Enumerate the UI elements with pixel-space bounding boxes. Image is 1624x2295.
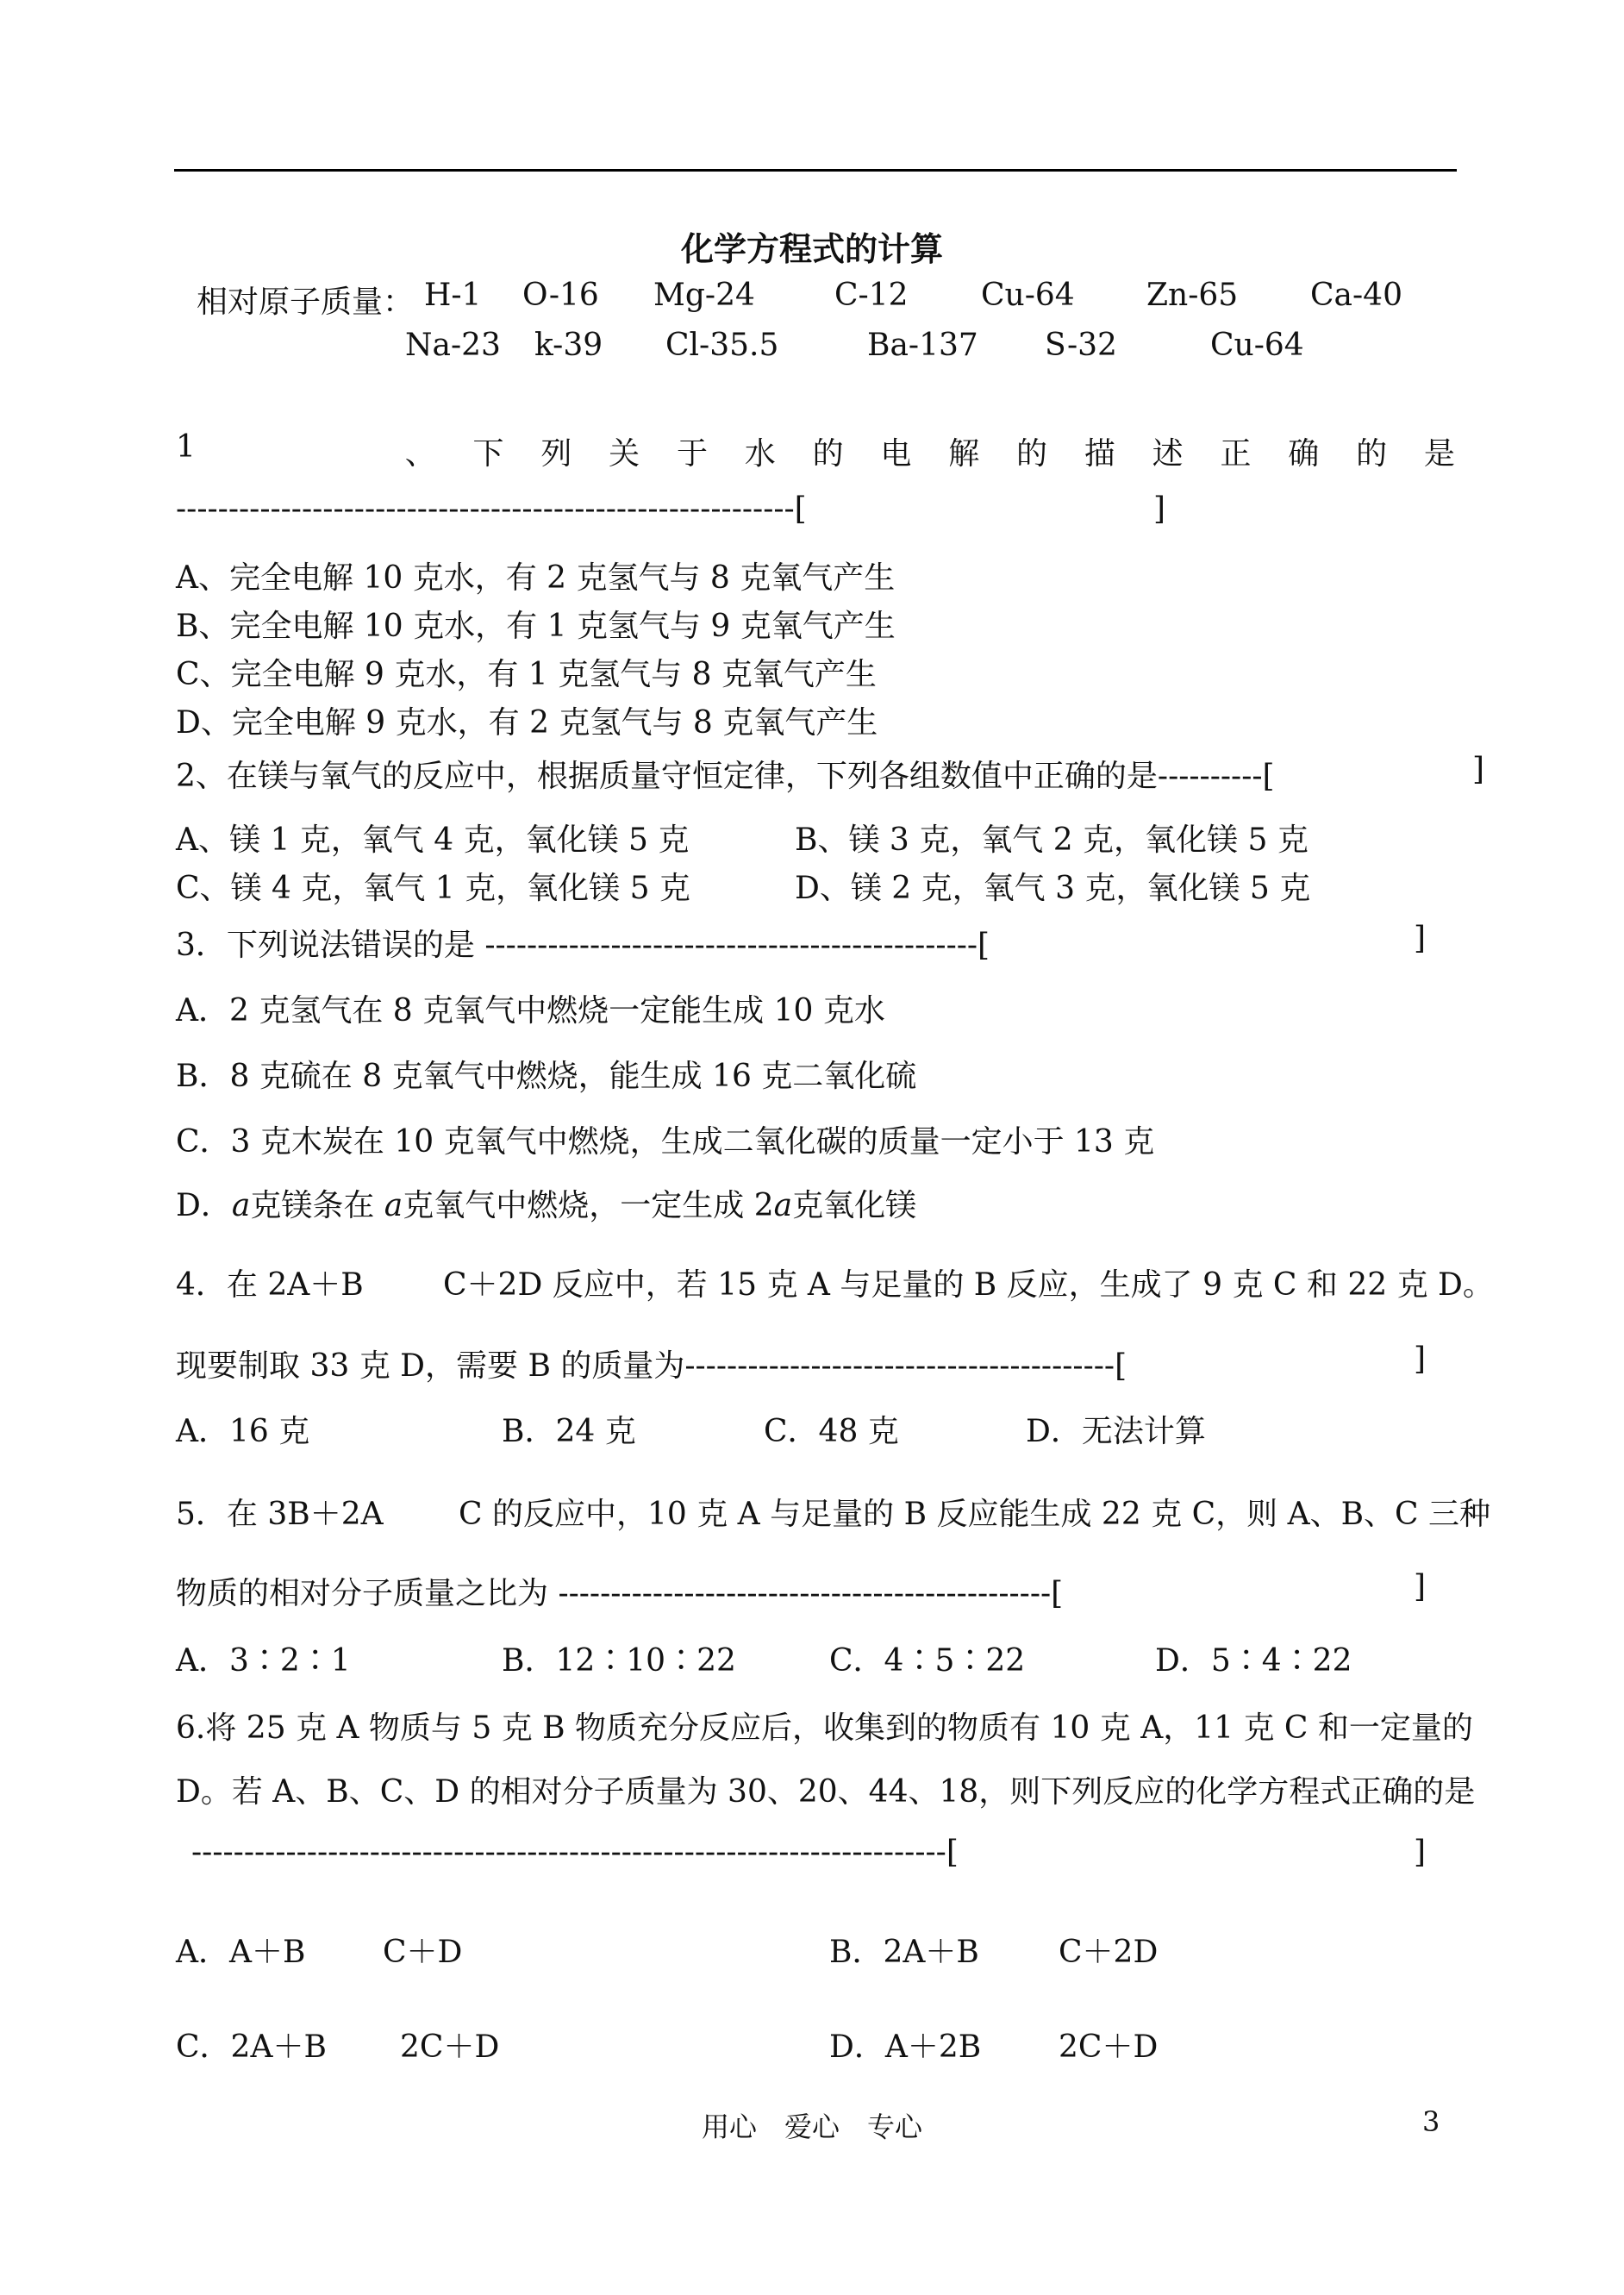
question-6-option-d-rhs: 2C＋D [1059,2029,1159,2065]
atomic-mass: Cu-64 [981,278,1075,313]
question-1-stem: 1 、 下 列 关 于 水 的 电 解 的 描 述 正 确 的 是 [176,429,1455,472]
atomic-mass: Ba-137 [867,328,978,363]
question-1-leader: -----------------------------------------------------------[ [176,491,807,527]
question-6-option-c-rhs: 2C＋D [400,2029,500,2065]
variable-a: a [384,1188,403,1223]
answer-bracket-close: ] [1414,1341,1427,1377]
question-2-option-b: B、镁 3 克，氧气 2 克，氧化镁 5 克 [795,822,1309,858]
question-6-option-b-lhs: B．2A＋B [829,1935,979,1970]
question-5-option-b: B．12∶10∶22 [502,1643,736,1679]
question-1-option-c: C、完全电解 9 克水，有 1 克氢气与 8 克氧气产生 [176,657,877,692]
question-3-option-c: C．3 克木炭在 10 克氧气中燃烧，生成二氧化碳的质量一定小于 13 克 [176,1124,1155,1160]
page-number: 3 [1422,2105,1440,2138]
question-6-option-c-lhs: C．2A＋B [176,2029,327,2065]
question-2-stem: 2、在镁与氧气的反应中，根据质量守恒定律，下列各组数值中正确的是----------[ [176,759,1275,794]
atomic-mass: Ca-40 [1310,278,1402,313]
answer-bracket-close: ] [1414,1569,1427,1604]
question-3-option-a: A．2 克氢气在 8 克氧气中燃烧一定能生成 10 克水 [176,993,885,1029]
atomic-mass: Cl-35.5 [665,328,779,363]
question-4-option-a: A．16 克 [176,1414,310,1449]
atomic-mass: Cu-64 [1210,328,1304,363]
question-4-option-c: C．48 克 [764,1414,899,1449]
question-3-stem: 3．下列说法错误的是 -----------------------------------------------[ [176,928,990,963]
atomic-masses-label: 相对原子质量： [197,285,415,320]
question-4-line2: 现要制取 33 克 D，需要 B 的质量为-----------------------------------------[ [176,1348,1127,1384]
answer-bracket-close: ] [1472,752,1485,787]
page-title: 化学方程式的计算 [680,230,943,268]
question-5-stem-right: C 的反应中，10 克 A 与足量的 B 反应能生成 22 克 C，则 A、B、C 三种 [459,1497,1491,1532]
footer-motto: 用心 爱心 专心 [701,2111,922,2143]
question-6-option-b-rhs: C＋2D [1059,1935,1159,1970]
question-5-option-c: C．4∶5∶22 [829,1643,1026,1679]
question-1-option-d: D、完全电解 9 克水，有 2 克氢气与 8 克氧气产生 [176,705,878,741]
question-2-option-a: A、镁 1 克，氧气 4 克，氧化镁 5 克 [176,822,690,858]
question-5-option-a: A．3∶2∶1 [176,1643,351,1679]
atomic-mass: k-39 [534,328,603,363]
atomic-mass: O-16 [522,278,599,313]
answer-bracket-close: ] [1414,1835,1427,1870]
question-6-line3: ------------------------------------------------------------------------[ [191,1835,959,1870]
atomic-mass: C-12 [834,278,909,313]
atomic-mass: S-32 [1045,328,1117,363]
question-3-option-d: D．a克镁条在 a克氧气中燃烧，一定生成 2a克氧化镁 [176,1188,917,1223]
header-rule [174,169,1457,172]
question-5-option-d: D．5∶4∶22 [1155,1643,1352,1679]
atomic-mass: Zn-65 [1146,278,1239,313]
question-4-option-b: B．24 克 [502,1414,636,1449]
question-6-option-a-rhs: C＋D [383,1935,463,1970]
atomic-mass: Mg-24 [653,278,755,313]
variable-a: a [773,1188,793,1223]
question-1-option-a: A、完全电解 10 克水，有 2 克氢气与 8 克氧气产生 [176,560,896,596]
atomic-mass: Na-23 [405,328,501,363]
question-4-option-d: D．无法计算 [1026,1414,1206,1449]
question-5-line2: 物质的相对分子质量之比为 -----------------------------------------------[ [176,1576,1064,1611]
question-4-stem-right: C＋2D 反应中，若 15 克 A 与足量的 B 反应，生成了 9 克 C 和 22 克 D。 [443,1267,1494,1303]
question-1-option-b: B、完全电解 10 克水，有 1 克氢气与 9 克氧气产生 [176,609,896,644]
variable-a: a [231,1188,251,1223]
question-6-line2: D。若 A、B、C、D 的相对分子质量为 30、20、44、18，则下列反应的化学方程式正确的是 [176,1774,1476,1810]
atomic-mass: H-1 [424,278,482,313]
question-6-option-d-lhs: D．A＋2B [829,2029,982,2065]
answer-bracket-close: ] [1414,921,1427,956]
question-6-line1: 6.将 25 克 A 物质与 5 克 B 物质充分反应后，收集到的物质有 10 克 A，11 克 C 和一定量的 [176,1710,1473,1746]
question-5-stem-left: 5．在 3B＋2A [176,1497,384,1532]
answer-bracket-close: ] [1153,491,1166,527]
question-2-option-c: C、镁 4 克，氧气 1 克，氧化镁 5 克 [176,871,690,906]
question-6-option-a-lhs: A．A＋B [176,1935,306,1970]
question-4-stem-left: 4．在 2A＋B [176,1267,364,1303]
question-3-option-b: B．8 克硫在 8 克氧气中燃烧，能生成 16 克二氧化硫 [176,1059,917,1094]
question-2-option-d: D、镁 2 克，氧气 3 克，氧化镁 5 克 [795,871,1311,906]
